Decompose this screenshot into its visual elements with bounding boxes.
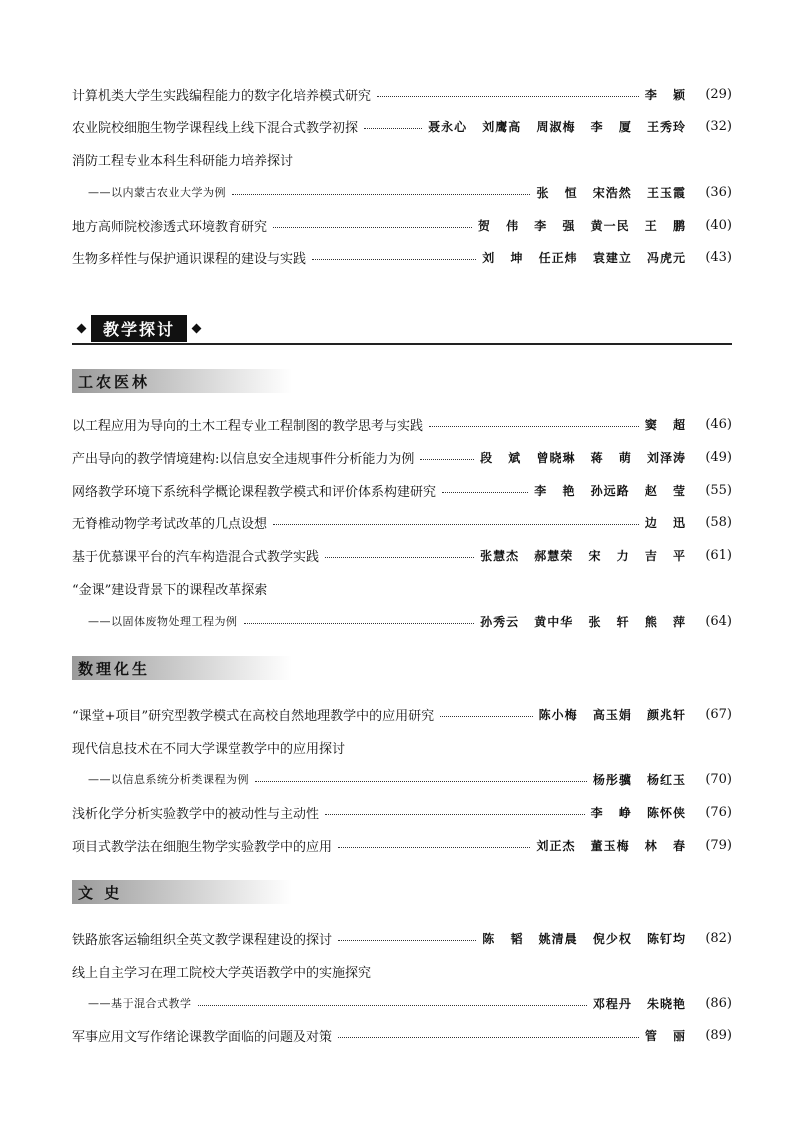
toc-entry[interactable] [72, 413, 732, 435]
entry-title: 浅析化学分析实验教学中的被动性与主动性 [72, 806, 320, 822]
entry-authors: 邓程丹 朱晓艳 [592, 996, 686, 1011]
entry-title: 生物多样性与保护通识课程的建设与实践 [72, 251, 307, 267]
section-rule [72, 343, 732, 345]
entry-page: (58) [705, 514, 732, 530]
entry-authors: 段 斌 曾晓琳 蒋 萌 刘泽涛 [480, 450, 686, 465]
dot-leader [312, 259, 476, 260]
dot-leader [255, 781, 587, 782]
entry-page: (86) [705, 995, 732, 1011]
entry-title: 计算机类大学生实践编程能力的数字化培养模式研究 [72, 88, 372, 104]
entry-authors: 窦 超 [644, 417, 686, 432]
dot-leader [440, 716, 532, 717]
toc-entry[interactable] [88, 768, 732, 790]
entry-authors: 陈小梅 高玉娟 颜兆轩 [538, 707, 686, 722]
entry-page: (61) [705, 547, 732, 563]
dot-leader [232, 194, 530, 195]
category-title: 数理化生 [78, 659, 151, 678]
entry-title: 基于优慕课平台的汽车构造混合式教学实践 [72, 549, 320, 565]
entry-authors: 李 艳 孙远路 赵 莹 [534, 483, 686, 498]
dot-leader [198, 1005, 587, 1006]
toc-entry[interactable] [72, 1024, 732, 1046]
dot-leader [442, 492, 528, 493]
category-heading-engineering [72, 369, 292, 393]
entry-subtitle: ——以信息系统分析类课程为例 [88, 773, 249, 786]
dot-leader [338, 847, 530, 848]
diamond-icon [192, 323, 202, 333]
entry-title: 网络教学环境下系统科学概论课程教学模式和评价体系构建研究 [72, 484, 437, 500]
entry-page: (29) [705, 86, 732, 102]
dot-leader [420, 459, 474, 460]
entry-page: (46) [705, 416, 732, 432]
entry-page: (32) [705, 118, 732, 134]
entry-authors: 管 丽 [644, 1028, 686, 1043]
entry-title[interactable]: 现代信息技术在不同大学课堂教学中的应用探讨 [72, 741, 346, 757]
entry-page: (70) [705, 771, 732, 787]
entry-authors: 陈 韬 姚清晨 倪少权 陈钉均 [482, 931, 686, 946]
toc-entry[interactable] [72, 246, 732, 268]
category-title: 工农医林 [78, 372, 151, 391]
entry-page: (49) [705, 449, 732, 465]
entry-page: (79) [705, 837, 732, 853]
dot-leader [338, 1037, 639, 1038]
entry-title[interactable]: 消防工程专业本科生科研能力培养探讨 [72, 153, 294, 169]
entry-page: (40) [705, 217, 732, 233]
entry-title[interactable]: “金课”建设背景下的课程改革探索 [72, 582, 268, 598]
entry-title: 农业院校细胞生物学课程线上线下混合式教学初探 [72, 120, 359, 136]
entry-authors: 孙秀云 黄中华 张 轩 熊 萍 [480, 614, 686, 629]
entry-subtitle: ——以固体废物处理工程为例 [88, 615, 238, 628]
dot-leader [244, 623, 475, 624]
entry-title: 地方高师院校渗透式环境教育研究 [72, 219, 268, 235]
entry-authors: 聂永心 刘鹰高 周淑梅 李 厦 王秀玲 [428, 119, 686, 134]
dot-leader [325, 557, 474, 558]
toc-entry[interactable] [72, 703, 732, 725]
toc-entry[interactable] [72, 115, 732, 137]
category-title: 文 史 [78, 883, 123, 902]
entry-title: 项目式教学法在细胞生物学实验教学中的应用 [72, 839, 333, 855]
entry-page: (76) [705, 804, 732, 820]
entry-title: 铁路旅客运输组织全英文教学课程建设的探讨 [72, 932, 333, 948]
entry-title: 以工程应用为导向的土木工程专业工程制图的教学思考与实践 [72, 418, 424, 434]
entry-subtitle: ——基于混合式教学 [88, 997, 192, 1010]
entry-title: 产出导向的教学情境建构:以信息安全违规事件分析能力为例 [72, 451, 415, 467]
entry-authors: 李 颖 [644, 87, 686, 102]
entry-page: (67) [705, 706, 732, 722]
toc-entry[interactable] [72, 834, 732, 856]
entry-authors: 杨彤骥 杨红玉 [592, 772, 686, 787]
entry-page: (55) [705, 482, 732, 498]
entry-page: (89) [705, 1027, 732, 1043]
entry-title: “课堂+项目”研究型教学模式在高校自然地理教学中的应用研究 [72, 708, 435, 724]
category-heading-science [72, 656, 292, 680]
entry-authors: 边 迅 [644, 515, 686, 530]
entry-title: 无脊椎动物学考试改革的几点设想 [72, 516, 268, 532]
toc-entry[interactable] [72, 446, 732, 468]
entry-subtitle: ——以内蒙古农业大学为例 [88, 186, 226, 199]
toc-entry[interactable] [88, 610, 732, 632]
dot-leader [429, 426, 639, 427]
category-heading-humanities [72, 880, 292, 904]
toc-entry[interactable] [72, 214, 732, 236]
entry-page: (82) [705, 930, 732, 946]
entry-authors: 刘正杰 董玉梅 林 春 [536, 838, 686, 853]
entry-authors: 张 恒 宋浩然 王玉霞 [536, 185, 686, 200]
toc-entry[interactable] [88, 181, 732, 203]
entry-page: (43) [705, 249, 732, 265]
toc-entry[interactable] [72, 83, 732, 105]
dot-leader [273, 524, 639, 525]
toc-entry[interactable] [72, 801, 732, 823]
section-title: 教学探讨 [91, 315, 187, 342]
entry-title: 军事应用文写作绪论课教学面临的问题及对策 [72, 1029, 333, 1045]
entry-page: (36) [705, 184, 732, 200]
entry-authors: 张慧杰 郝慧荣 宋 力 吉 平 [480, 548, 686, 563]
toc-entry[interactable] [72, 544, 732, 566]
diamond-icon [77, 323, 87, 333]
dot-leader [273, 227, 472, 228]
dot-leader [338, 940, 476, 941]
toc-entry[interactable] [72, 479, 732, 501]
toc-entry[interactable] [72, 927, 732, 949]
dot-leader [364, 128, 422, 129]
entry-title[interactable]: 线上自主学习在理工院校大学英语教学中的实施探究 [72, 965, 372, 981]
section-heading [72, 313, 206, 343]
dot-leader [325, 814, 585, 815]
entry-page: (64) [705, 613, 732, 629]
dot-leader [377, 96, 639, 97]
toc-entry[interactable] [88, 992, 732, 1014]
entry-authors: 刘 坤 任正炜 袁建立 冯虎元 [482, 250, 686, 265]
toc-entry[interactable] [72, 511, 732, 533]
entry-authors: 李 峥 陈怀侠 [590, 805, 686, 820]
entry-authors: 贺 伟 李 强 黄一民 王 鹏 [477, 218, 686, 233]
